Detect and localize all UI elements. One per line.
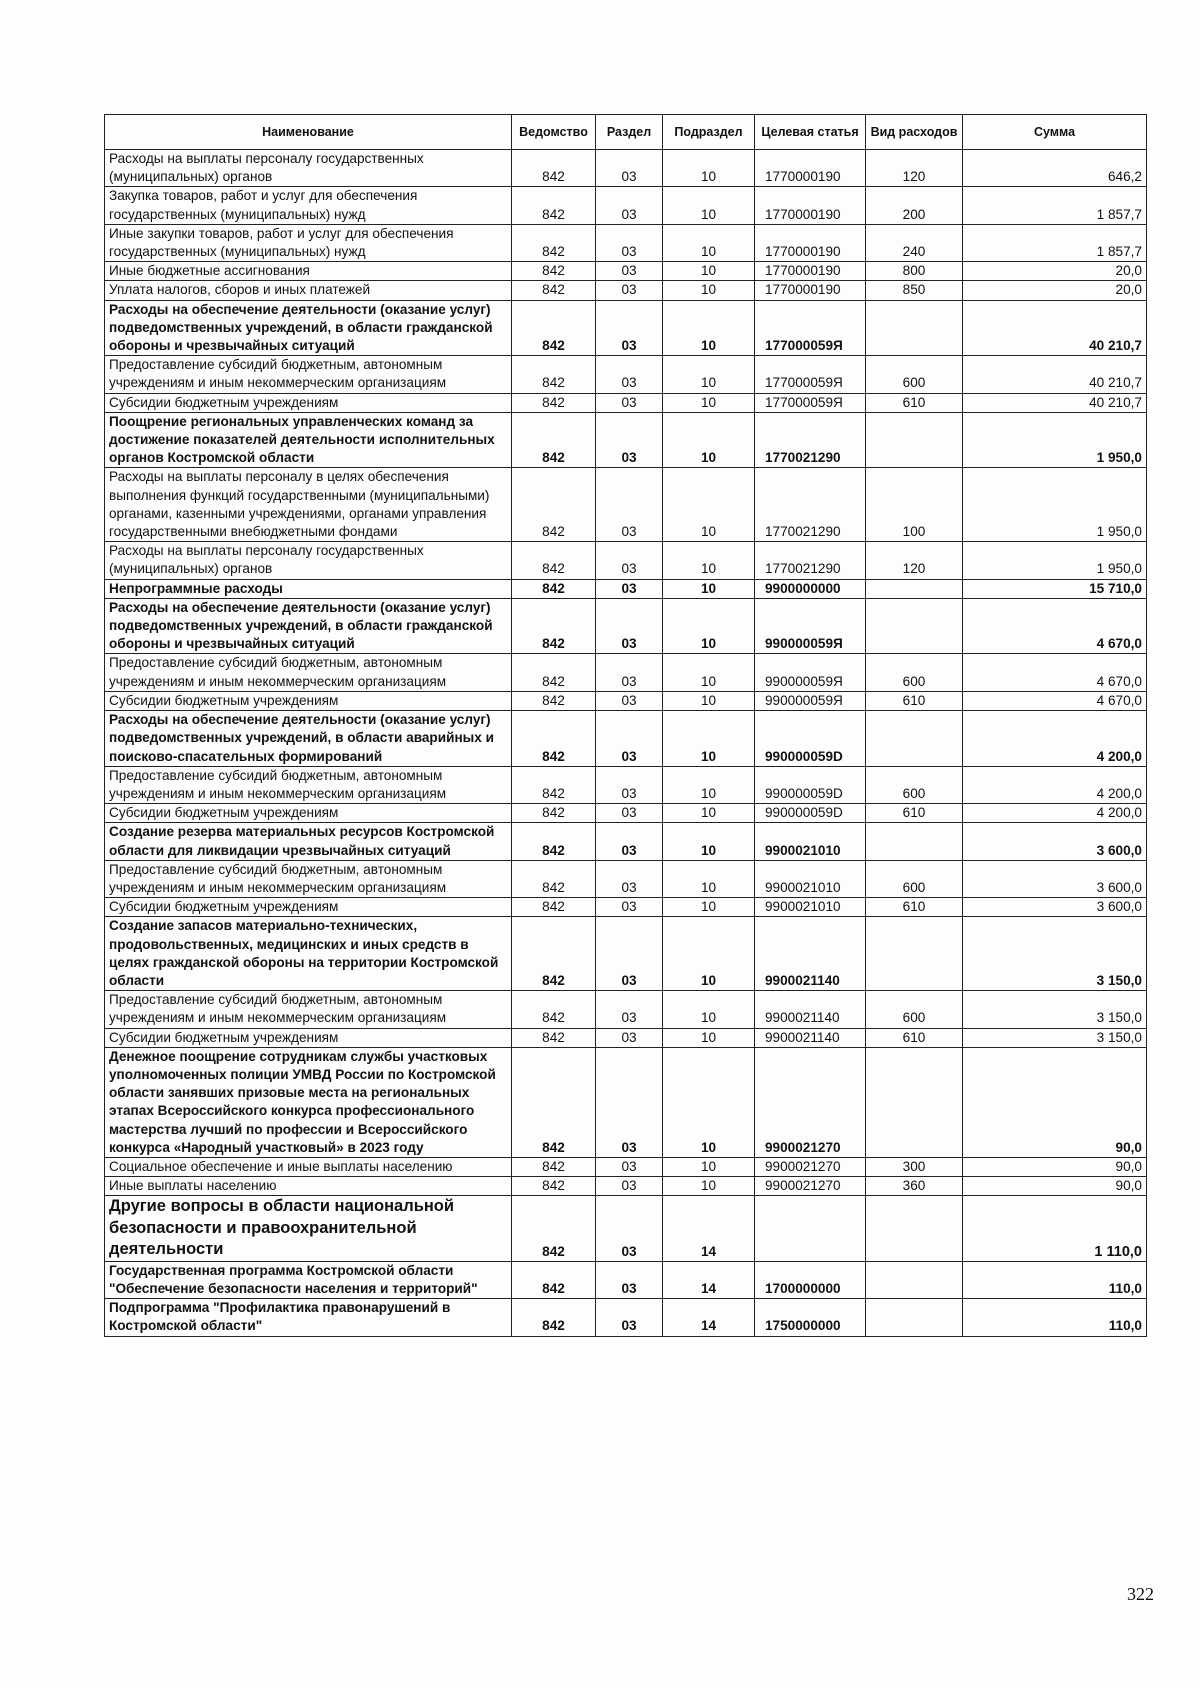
cell-name: Расходы на выплаты персоналу государственных (муниципальных) органов [105,542,512,579]
cell-subsection: 10 [663,991,755,1028]
cell-sum: 4 670,0 [963,691,1147,710]
cell-type: 300 [866,1157,963,1176]
cell-name: Иные выплаты населению [105,1177,512,1196]
cell-name: Расходы на обеспечение деятельности (оказание услуг) подведомственных учреждений, в области гражданской обороны и чрезвычайных ситуаций [105,300,512,356]
cell-type [866,412,963,468]
cell-subsection: 10 [663,579,755,598]
cell-target: 9900021010 [755,860,866,897]
cell-subsection: 10 [663,356,755,393]
page-number: 322 [1127,1584,1154,1604]
cell-target: 9900021270 [755,1047,866,1157]
cell-type: 800 [866,262,963,281]
cell-target: 9900021010 [755,898,866,917]
cell-type: 200 [866,187,963,224]
cell-dept: 842 [512,1299,596,1336]
cell-target: 990000059Я [755,691,866,710]
table-row [105,1196,1147,1262]
table-row [105,823,1147,860]
cell-target: 1770000190 [755,187,866,224]
cell-sum: 90,0 [963,1047,1147,1157]
cell-dept: 842 [512,917,596,991]
cell-target: 990000059Я [755,598,866,654]
cell-dept: 842 [512,356,596,393]
cell-section: 03 [596,1177,663,1196]
table-row [105,691,1147,710]
cell-type: 610 [866,1028,963,1047]
table-row [105,991,1147,1028]
cell-section: 03 [596,766,663,803]
cell-name: Иные закупки товаров, работ и услуг для обеспечения государственных (муниципальных) нужд [105,224,512,261]
cell-target: 1770000190 [755,262,866,281]
cell-subsection: 10 [663,281,755,300]
cell-dept: 842 [512,224,596,261]
cell-dept: 842 [512,860,596,897]
cell-dept: 842 [512,804,596,823]
cell-sum: 20,0 [963,281,1147,300]
cell-dept: 842 [512,711,596,767]
table-row [105,468,1147,542]
cell-target: 9900000000 [755,579,866,598]
table-row [105,654,1147,691]
table-row [105,393,1147,412]
cell-section: 03 [596,262,663,281]
cell-dept: 842 [512,1177,596,1196]
cell-type [866,579,963,598]
header-type: Вид расходов [866,115,963,150]
cell-sum: 3 600,0 [963,898,1147,917]
cell-dept: 842 [512,766,596,803]
cell-section: 03 [596,393,663,412]
cell-subsection: 10 [663,711,755,767]
cell-sum: 110,0 [963,1299,1147,1336]
cell-type: 600 [866,860,963,897]
cell-name: Расходы на выплаты персоналу в целях обеспечения выполнения функций государственными (муниципальными) органами, казенными учреждениями, органами управления государственными внебюджетными фондами [105,468,512,542]
cell-subsection: 10 [663,860,755,897]
cell-name: Расходы на обеспечение деятельности (оказание услуг) подведомственных учреждений, в области гражданской обороны и чрезвычайных ситуаций [105,598,512,654]
cell-type: 240 [866,224,963,261]
table-row [105,598,1147,654]
cell-dept: 842 [512,187,596,224]
cell-sum: 3 150,0 [963,917,1147,991]
table-row [105,1047,1147,1157]
cell-type [866,711,963,767]
table-row [105,187,1147,224]
table-row [105,150,1147,187]
cell-section: 03 [596,654,663,691]
cell-dept: 842 [512,150,596,187]
header-target: Целевая статья [755,115,866,150]
cell-name: Расходы на обеспечение деятельности (оказание услуг) подведомственных учреждений, в области аварийных и поисково-спасательных формирований [105,711,512,767]
cell-type [866,823,963,860]
cell-subsection: 10 [663,598,755,654]
cell-subsection: 10 [663,150,755,187]
cell-target: 1700000000 [755,1261,866,1298]
header-sum: Сумма [963,115,1147,150]
cell-name: Уплата налогов, сборов и иных платежей [105,281,512,300]
cell-name: Субсидии бюджетным учреждениям [105,1028,512,1047]
table-row [105,1177,1147,1196]
cell-sum: 3 150,0 [963,991,1147,1028]
cell-name: Субсидии бюджетным учреждениям [105,898,512,917]
cell-sum: 1 950,0 [963,412,1147,468]
cell-target: 9900021270 [755,1177,866,1196]
cell-section: 03 [596,187,663,224]
cell-sum: 90,0 [963,1177,1147,1196]
cell-type [866,1261,963,1298]
cell-subsection: 10 [663,468,755,542]
cell-name: Субсидии бюджетным учреждениям [105,691,512,710]
table-body [105,150,1147,1337]
cell-name: Предоставление субсидий бюджетным, автономным учреждениям и иным некоммерческим организациям [105,654,512,691]
table-row [105,224,1147,261]
header-subsection: Подраздел [663,115,755,150]
cell-dept: 842 [512,393,596,412]
cell-dept: 842 [512,468,596,542]
table-row [105,766,1147,803]
cell-target: 177000059Я [755,356,866,393]
cell-name: Предоставление субсидий бюджетным, автономным учреждениям и иным некоммерческим организациям [105,356,512,393]
cell-sum: 4 200,0 [963,766,1147,803]
cell-type: 610 [866,691,963,710]
header-name: Наименование [105,115,512,150]
cell-sum: 20,0 [963,262,1147,281]
table-row [105,281,1147,300]
cell-target [755,1196,866,1262]
cell-dept: 842 [512,654,596,691]
table-row [105,1299,1147,1336]
cell-dept: 842 [512,691,596,710]
cell-type: 850 [866,281,963,300]
table-row [105,1157,1147,1176]
cell-section: 03 [596,579,663,598]
cell-type [866,917,963,991]
cell-sum: 4 670,0 [963,654,1147,691]
cell-dept: 842 [512,300,596,356]
cell-name: Денежное поощрение сотрудникам службы участковых уполномоченных полиции УМВД России по Костромской области занявших призовые места на региональных этапах Всероссийского конкурса профессионального мастерства лучший по профессии и Всероссийского конкурса «Народный участковый» в 2023 году [105,1047,512,1157]
cell-section: 03 [596,804,663,823]
cell-name: Предоставление субсидий бюджетным, автономным учреждениям и иным некоммерческим организациям [105,991,512,1028]
table-row [105,300,1147,356]
table-row [105,917,1147,991]
cell-dept: 842 [512,412,596,468]
cell-dept: 842 [512,579,596,598]
cell-name: Расходы на выплаты персоналу государственных (муниципальных) органов [105,150,512,187]
cell-type: 120 [866,542,963,579]
cell-target: 990000059D [755,766,866,803]
cell-dept: 842 [512,1047,596,1157]
cell-subsection: 10 [663,654,755,691]
cell-section: 03 [596,224,663,261]
cell-sum: 40 210,7 [963,300,1147,356]
cell-dept: 842 [512,281,596,300]
cell-section: 03 [596,711,663,767]
cell-subsection: 10 [663,898,755,917]
cell-subsection: 10 [663,1157,755,1176]
cell-sum: 1 110,0 [963,1196,1147,1262]
cell-subsection: 10 [663,1028,755,1047]
cell-dept: 842 [512,262,596,281]
table-row [105,412,1147,468]
cell-section: 03 [596,1047,663,1157]
cell-subsection: 10 [663,187,755,224]
cell-section: 03 [596,860,663,897]
cell-subsection: 10 [663,262,755,281]
cell-subsection: 10 [663,1047,755,1157]
cell-target: 9900021270 [755,1157,866,1176]
cell-name: Поощрение региональных управленческих команд за достижение показателей деятельности исполнительных органов Костромской области [105,412,512,468]
cell-type: 600 [866,991,963,1028]
cell-target: 990000059D [755,711,866,767]
cell-section: 03 [596,542,663,579]
cell-type: 600 [866,356,963,393]
cell-target: 1770021290 [755,542,866,579]
cell-section: 03 [596,300,663,356]
cell-section: 03 [596,356,663,393]
cell-sum: 4 670,0 [963,598,1147,654]
cell-dept: 842 [512,898,596,917]
cell-section: 03 [596,991,663,1028]
cell-type: 600 [866,766,963,803]
cell-subsection: 14 [663,1261,755,1298]
cell-dept: 842 [512,1028,596,1047]
cell-type: 120 [866,150,963,187]
cell-dept: 842 [512,1261,596,1298]
cell-name: Предоставление субсидий бюджетным, автономным учреждениям и иным некоммерческим организациям [105,766,512,803]
cell-section: 03 [596,917,663,991]
budget-table [104,114,1147,1337]
cell-type: 610 [866,393,963,412]
cell-target: 9900021140 [755,991,866,1028]
cell-sum: 15 710,0 [963,579,1147,598]
cell-subsection: 10 [663,1177,755,1196]
cell-name: Субсидии бюджетным учреждениям [105,804,512,823]
cell-type: 100 [866,468,963,542]
cell-target: 9900021140 [755,917,866,991]
cell-section: 03 [596,691,663,710]
table-row [105,1261,1147,1298]
cell-target: 990000059D [755,804,866,823]
cell-subsection: 10 [663,300,755,356]
cell-section: 03 [596,1261,663,1298]
cell-type: 600 [866,654,963,691]
cell-subsection: 10 [663,691,755,710]
cell-subsection: 14 [663,1196,755,1262]
cell-dept: 842 [512,542,596,579]
cell-name: Социальное обеспечение и иные выплаты населению [105,1157,512,1176]
table-header-row [105,115,1147,150]
cell-section: 03 [596,1299,663,1336]
cell-type [866,1196,963,1262]
cell-section: 03 [596,412,663,468]
cell-dept: 842 [512,1196,596,1262]
cell-subsection: 10 [663,917,755,991]
header-dept: Ведомство [512,115,596,150]
cell-name: Подпрограмма "Профилактика правонарушений в Костромской области" [105,1299,512,1336]
table-row [105,356,1147,393]
cell-section: 03 [596,898,663,917]
cell-sum: 90,0 [963,1157,1147,1176]
cell-sum: 3 600,0 [963,860,1147,897]
cell-sum: 3 600,0 [963,823,1147,860]
cell-section: 03 [596,150,663,187]
cell-type [866,300,963,356]
cell-target: 1770021290 [755,412,866,468]
cell-target: 1770000190 [755,224,866,261]
cell-sum: 4 200,0 [963,804,1147,823]
cell-name: Государственная программа Костромской области "Обеспечение безопасности населения и территорий" [105,1261,512,1298]
cell-subsection: 14 [663,1299,755,1336]
cell-target: 1750000000 [755,1299,866,1336]
cell-name: Предоставление субсидий бюджетным, автономным учреждениям и иным некоммерческим организациям [105,860,512,897]
cell-type [866,598,963,654]
cell-dept: 842 [512,1157,596,1176]
cell-section: 03 [596,823,663,860]
cell-name: Закупка товаров, работ и услуг для обеспечения государственных (муниципальных) нужд [105,187,512,224]
cell-type [866,1047,963,1157]
cell-name: Другие вопросы в области национальной безопасности и правоохранительной деятельности [105,1196,512,1262]
cell-target: 177000059Я [755,393,866,412]
cell-subsection: 10 [663,823,755,860]
cell-type: 610 [866,804,963,823]
table-row [105,898,1147,917]
cell-name: Создание запасов материально-технических, продовольственных, медицинских и иных средств в целях гражданской обороны на территории Костромской области [105,917,512,991]
cell-sum: 40 210,7 [963,356,1147,393]
cell-section: 03 [596,598,663,654]
cell-target: 1770021290 [755,468,866,542]
cell-target: 9900021010 [755,823,866,860]
cell-type: 360 [866,1177,963,1196]
cell-sum: 40 210,7 [963,393,1147,412]
cell-section: 03 [596,1196,663,1262]
cell-type: 610 [866,898,963,917]
cell-name: Создание резерва материальных ресурсов Костромской области для ликвидации чрезвычайных ситуаций [105,823,512,860]
cell-dept: 842 [512,991,596,1028]
cell-name: Иные бюджетные ассигнования [105,262,512,281]
cell-dept: 842 [512,823,596,860]
table-row [105,1028,1147,1047]
cell-subsection: 10 [663,542,755,579]
cell-target: 990000059Я [755,654,866,691]
cell-subsection: 10 [663,766,755,803]
cell-sum: 1 857,7 [963,224,1147,261]
cell-sum: 1 950,0 [963,468,1147,542]
cell-target: 9900021140 [755,1028,866,1047]
table-row [105,262,1147,281]
cell-sum: 1 950,0 [963,542,1147,579]
cell-target: 1770000190 [755,281,866,300]
cell-section: 03 [596,281,663,300]
table-row [105,860,1147,897]
cell-subsection: 10 [663,804,755,823]
cell-sum: 110,0 [963,1261,1147,1298]
cell-subsection: 10 [663,224,755,261]
cell-sum: 646,2 [963,150,1147,187]
table-row [105,711,1147,767]
cell-subsection: 10 [663,393,755,412]
cell-name: Субсидии бюджетным учреждениям [105,393,512,412]
cell-section: 03 [596,468,663,542]
table-row [105,579,1147,598]
table-row [105,542,1147,579]
cell-sum: 1 857,7 [963,187,1147,224]
cell-section: 03 [596,1028,663,1047]
cell-target: 177000059Я [755,300,866,356]
cell-target: 1770000190 [755,150,866,187]
table-row [105,804,1147,823]
cell-section: 03 [596,1157,663,1176]
cell-sum: 4 200,0 [963,711,1147,767]
cell-type [866,1299,963,1336]
cell-name: Непрограммные расходы [105,579,512,598]
cell-sum: 3 150,0 [963,1028,1147,1047]
header-section: Раздел [596,115,663,150]
cell-dept: 842 [512,598,596,654]
cell-subsection: 10 [663,412,755,468]
